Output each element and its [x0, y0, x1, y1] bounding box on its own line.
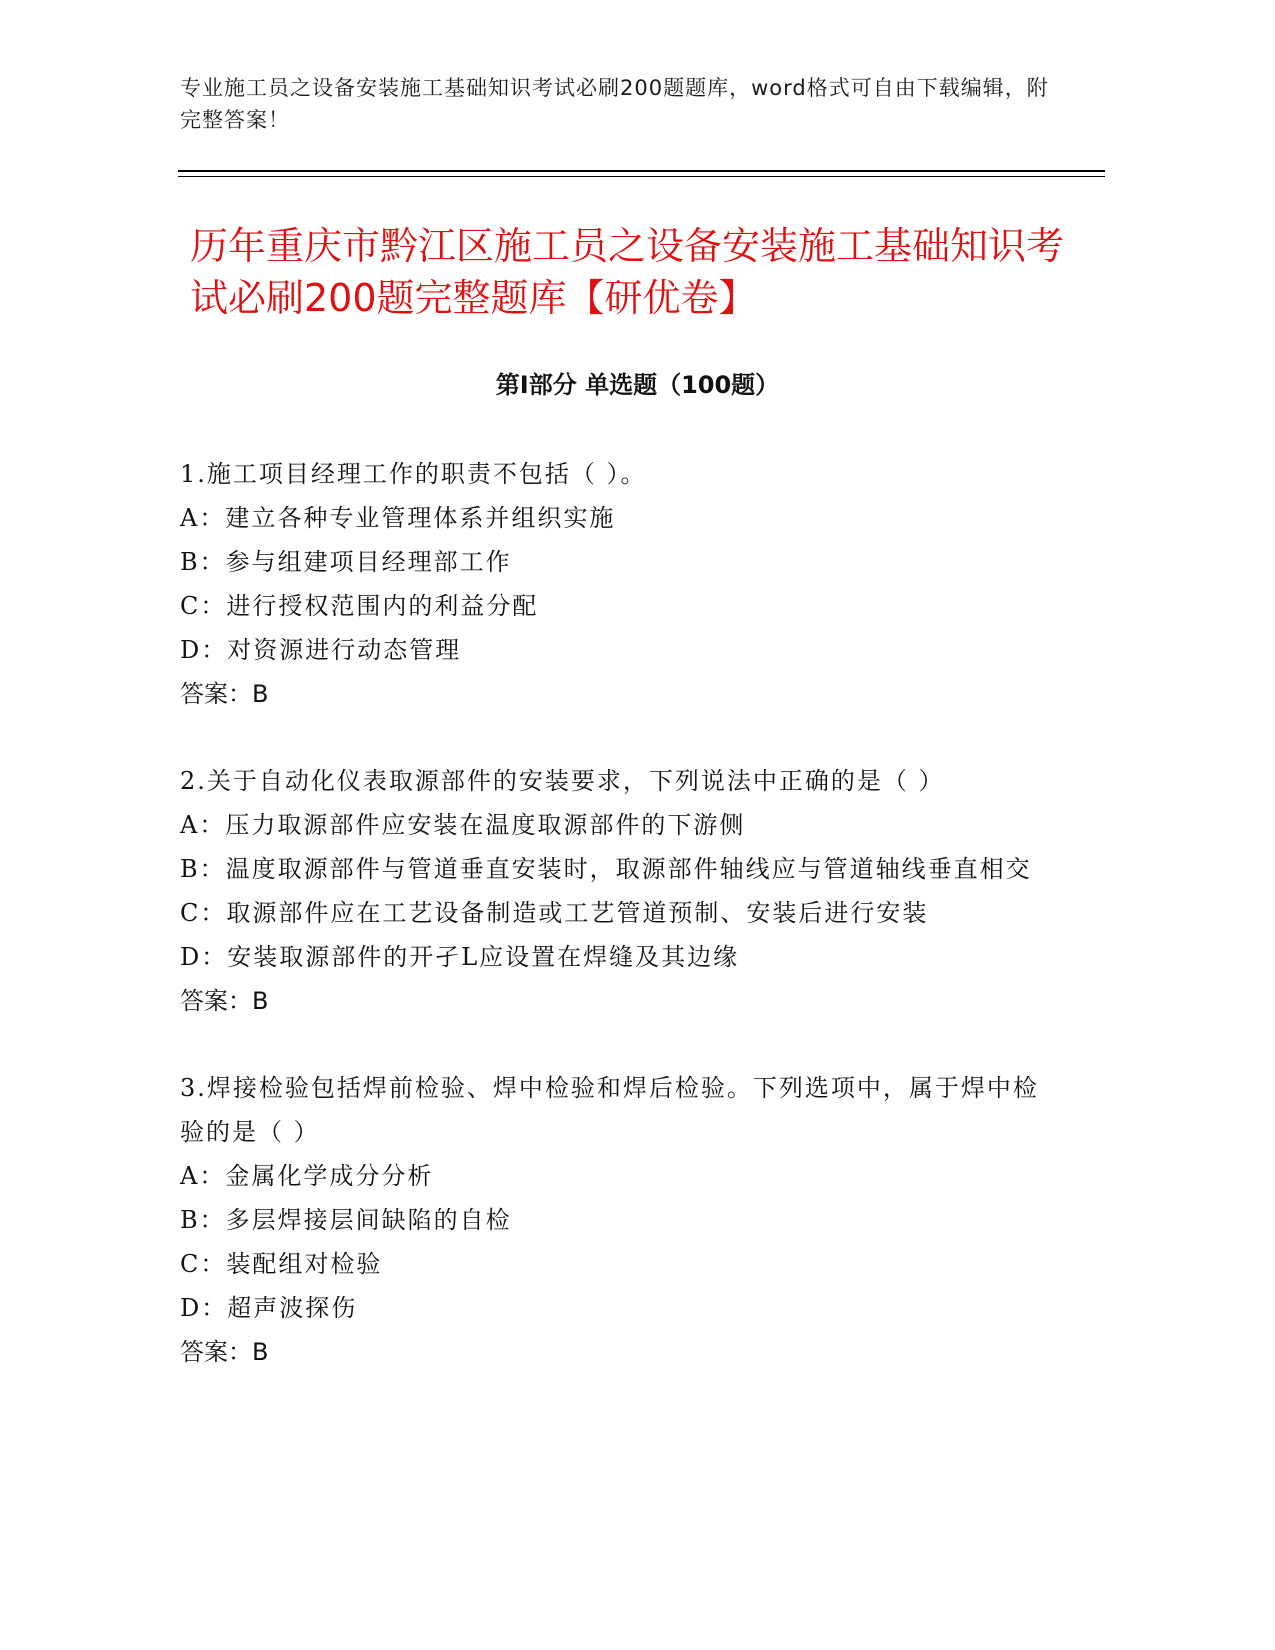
header-divider-thick: [178, 170, 1105, 172]
option-a: A：建立各种专业管理体系并组织实施: [180, 504, 616, 532]
answer: 答案：B: [180, 1338, 269, 1366]
header-note: 专业施工员之设备安装施工基础知识考试必刷200题题库，word格式可自由下载编辑，附完整答案！: [180, 76, 1049, 132]
answer: 答案：B: [180, 680, 269, 708]
section-heading: 第Ⅰ部分 单选题（100题）: [495, 371, 780, 399]
question-stem: 3.焊接检验包括焊前检验、焊中检验和焊后检验。下列选项中，属于焊中检验的是（ ）: [180, 1074, 1039, 1146]
answer: 答案：B: [180, 987, 269, 1015]
option-b: B：温度取源部件与管道垂直安装时，取源部件轴线应与管道轴线垂直相交: [180, 855, 1032, 883]
question-1: [180, 452, 1040, 716]
question-list: [180, 452, 1040, 1374]
question-3: [180, 1066, 1040, 1374]
option-a: A：金属化学成分分析: [180, 1162, 434, 1190]
option-c: C：取源部件应在工艺设备制造或工艺管道预制、安装后进行安装: [180, 899, 929, 927]
option-b: B：参与组建项目经理部工作: [180, 548, 512, 576]
document-title: 历年重庆市黔江区施工员之设备安装施工基础知识考试必刷200题完整题库【研优卷】: [190, 224, 1065, 320]
question-stem: 1.施工项目经理工作的职责不包括（ ）。: [180, 460, 647, 488]
question-2: [180, 759, 1040, 1023]
option-d: D：超声波探伤: [180, 1294, 358, 1322]
option-c: C：进行授权范围内的利益分配: [180, 592, 539, 620]
option-b: B：多层焊接层间缺陷的自检: [180, 1206, 512, 1234]
option-d: D：对资源进行动态管理: [180, 636, 462, 664]
option-d: D：安装取源部件的开孑L应设置在焊缝及其边缘: [180, 943, 740, 971]
question-stem: 2.关于自动化仪表取源部件的安装要求，下列说法中正确的是（ ）: [180, 767, 945, 795]
option-c: C：装配组对检验: [180, 1250, 383, 1278]
option-a: A：压力取源部件应安装在温度取源部件的下游侧: [180, 811, 746, 839]
header-divider-thin: [178, 176, 1105, 177]
